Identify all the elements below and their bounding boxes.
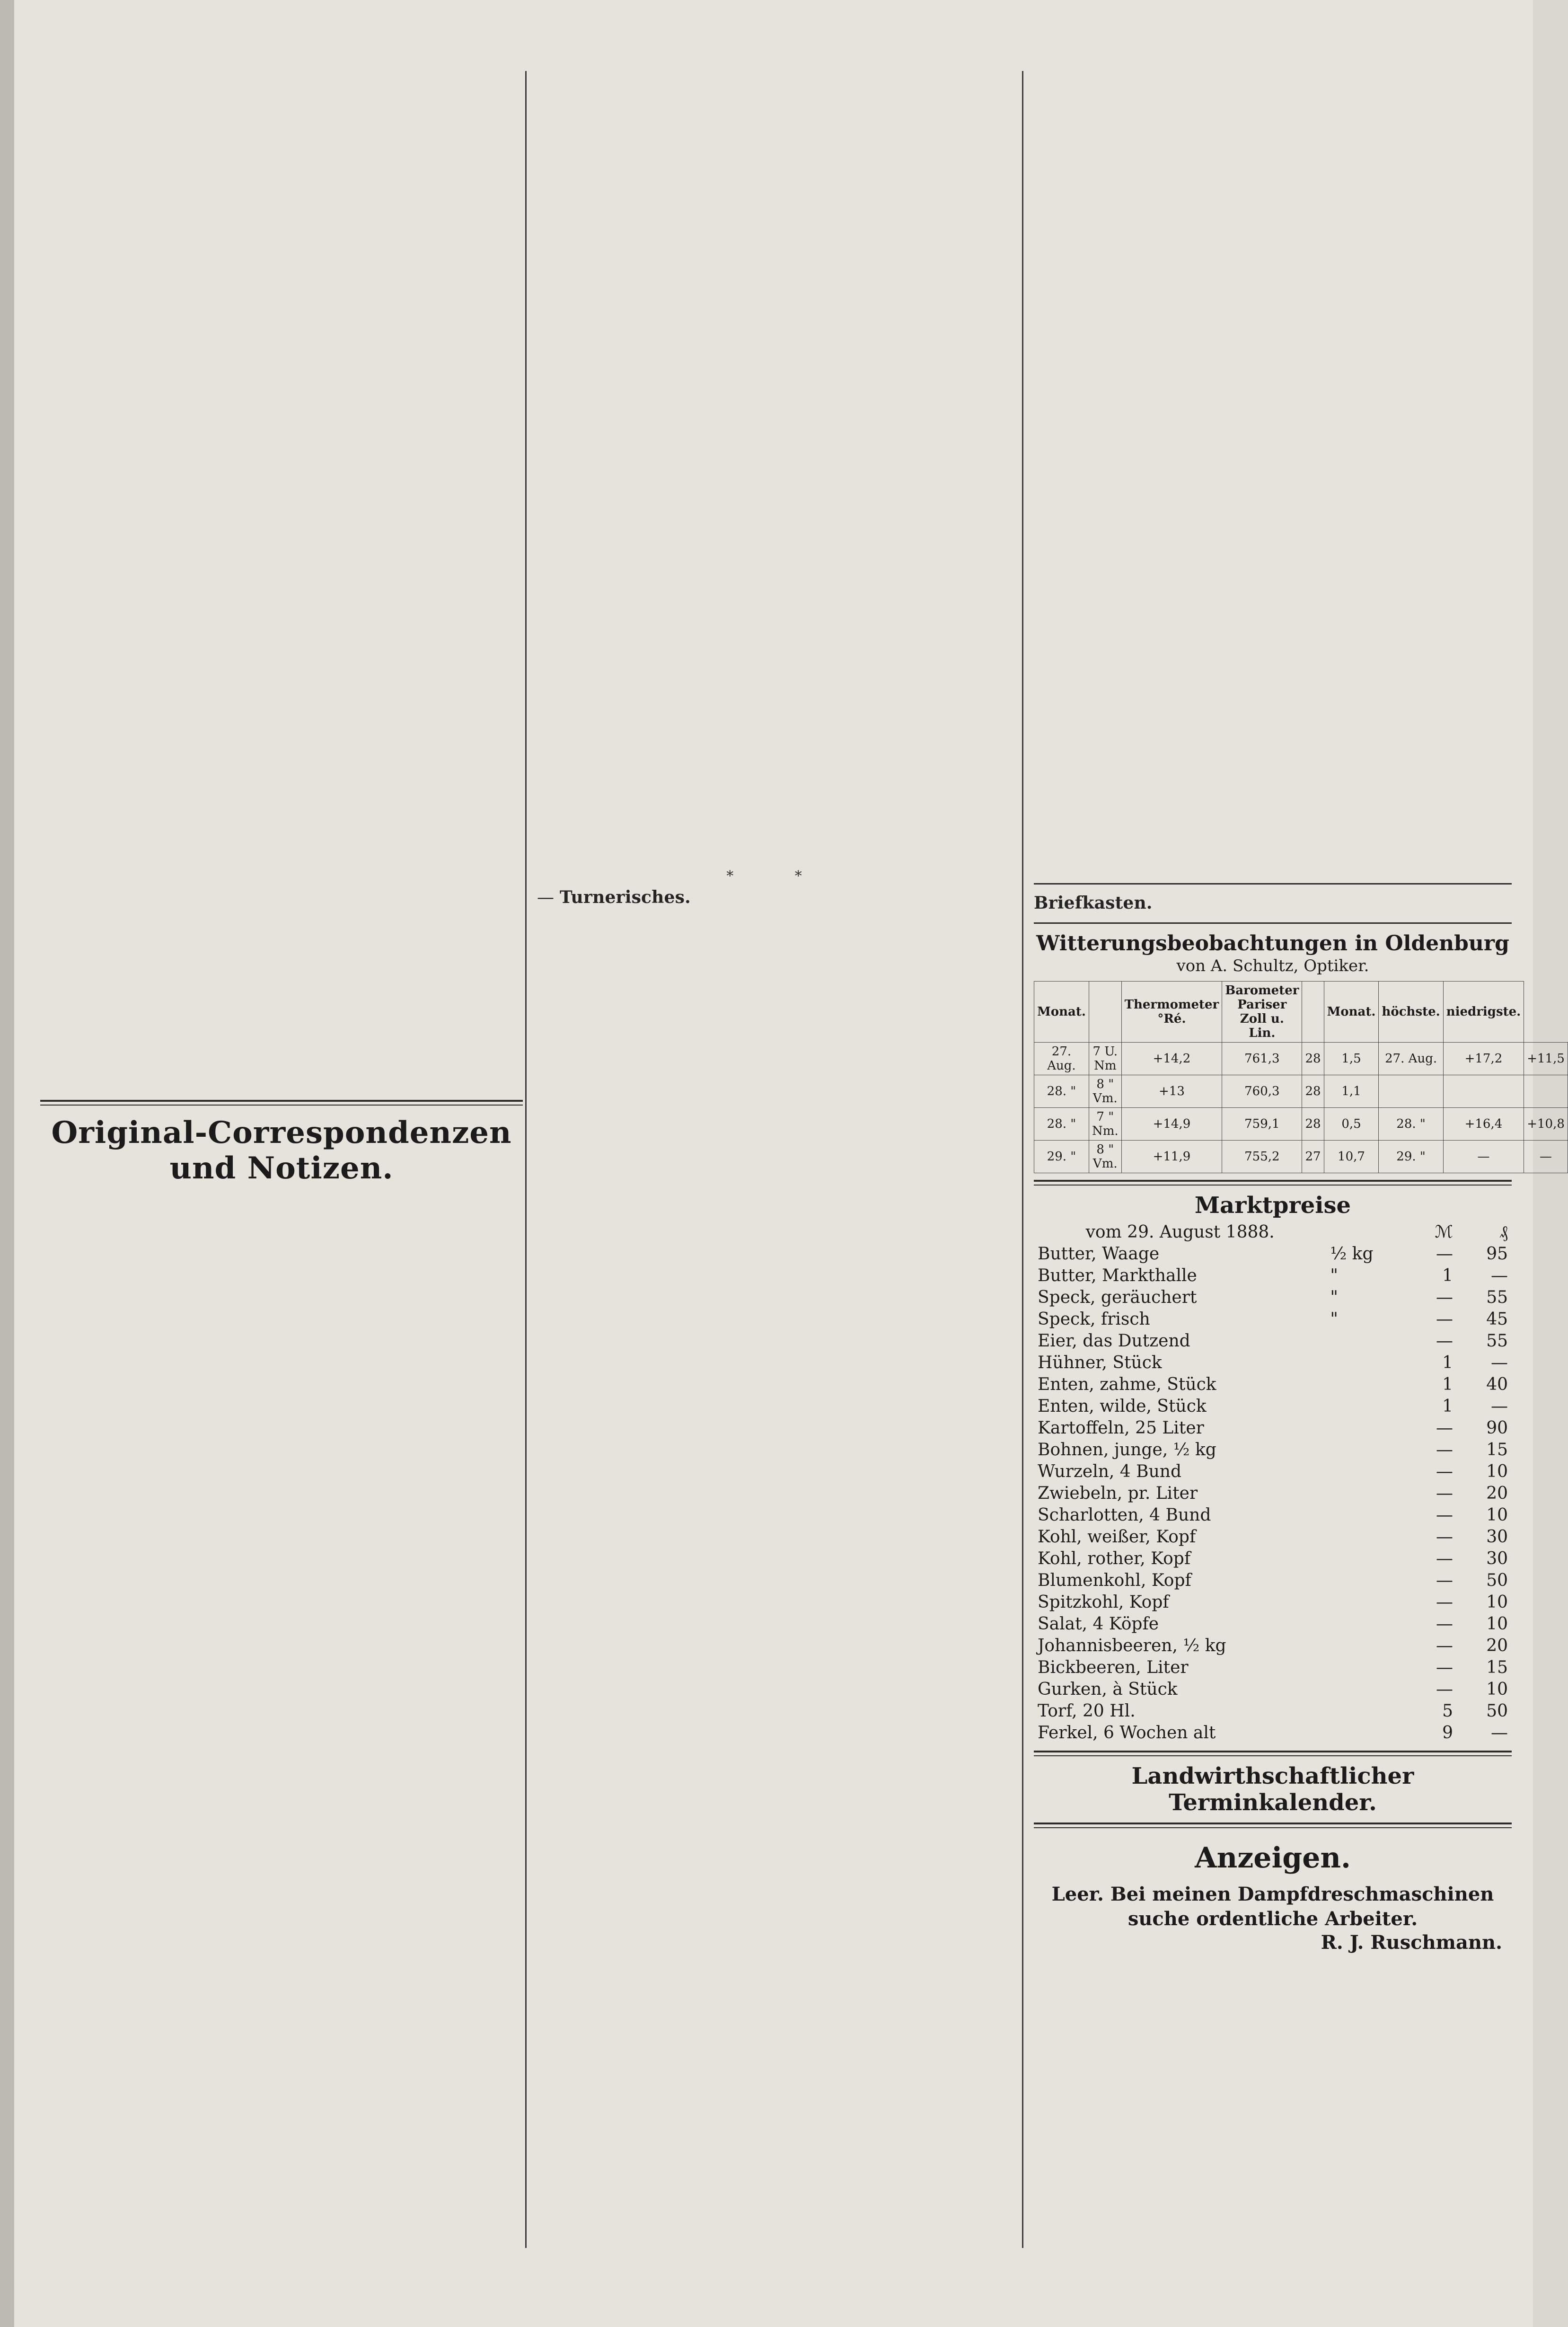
market-cell-name: Salat, 4 Köpfe (1038, 1614, 1159, 1634)
market-cell-mark: 5 (1442, 1701, 1453, 1721)
market-cell-mark: 1 (1442, 1265, 1453, 1285)
market-cell-pf: 30 (1486, 1527, 1508, 1547)
divider (1034, 922, 1512, 924)
market-cell-pf: 95 (1486, 1244, 1508, 1264)
market-cell-unit: " (1330, 1265, 1338, 1285)
market-cell-pf: 55 (1486, 1331, 1508, 1351)
market-row (1034, 1526, 1512, 1548)
market-cell-unit (1326, 1635, 1402, 1657)
market-cell-unit (1326, 1504, 1402, 1526)
market-cell-name: Torf, 20 Hl. (1038, 1701, 1136, 1721)
weather-cell: 761,3 (1222, 1042, 1302, 1075)
weather-cell: 28. " (1379, 1107, 1443, 1140)
unread-text-block (1034, 71, 1512, 876)
divider (1034, 1823, 1512, 1828)
divider (1034, 1751, 1512, 1756)
market-cell-name: Speck, geräuchert (1038, 1287, 1197, 1307)
weather-header-cell: Monat. (1034, 981, 1089, 1042)
market-cell-mark: — (1436, 1679, 1453, 1699)
market-cell-name: Kartoffeln, 25 Liter (1038, 1418, 1204, 1438)
market-cell-pf: 10 (1486, 1614, 1508, 1634)
weather-cell: 28 (1302, 1075, 1324, 1107)
column-rule (1022, 71, 1023, 2248)
market-title: Marktpreise (1194, 1192, 1351, 1219)
weather-cell: 7 " Nm. (1089, 1107, 1121, 1140)
market-header-row (1034, 1221, 1512, 1243)
market-cell-mark: — (1436, 1548, 1453, 1568)
market-cell-mark: — (1436, 1244, 1453, 1264)
market-col-pf: ₰ (1499, 1222, 1508, 1242)
weather-row (1034, 1042, 1568, 1075)
weather-row (1034, 1140, 1568, 1173)
market-cell-mark: 1 (1442, 1353, 1453, 1372)
weather-cell: 29. " (1379, 1140, 1443, 1173)
weather-cell: — (1443, 1140, 1524, 1173)
market-cell-pf: — (1491, 1396, 1508, 1416)
market-col-mark: ℳ (1435, 1222, 1453, 1242)
weather-header-cell: Barometer Pariser Zoll u. Lin. (1222, 981, 1302, 1042)
market-cell-mark: — (1436, 1331, 1453, 1351)
market-cell-unit (1326, 1657, 1402, 1679)
weather-header-cell: Thermometer °Ré. (1121, 981, 1222, 1042)
weather-cell: — (1524, 1140, 1568, 1173)
market-cell-unit (1326, 1526, 1402, 1548)
market-row (1034, 1657, 1512, 1679)
advertisement-text: Leer. Bei meinen Dampfdreschmaschinen suche ordentliche Arbeiter. (1051, 1883, 1494, 1930)
market-cell-pf: 10 (1486, 1679, 1508, 1699)
market-cell-pf: 20 (1486, 1636, 1508, 1655)
market-cell-name: Butter, Markthalle (1038, 1265, 1197, 1285)
section-divider (40, 1100, 523, 1106)
weather-cell: 755,2 (1222, 1140, 1302, 1173)
section-title: Original-Correspondenzen und Notizen. (51, 1115, 512, 1186)
market-cell-name: Scharlotten, 4 Bund (1038, 1505, 1211, 1525)
column-1 (40, 71, 523, 1194)
market-cell-mark: — (1436, 1287, 1453, 1307)
weather-header-cell (1089, 981, 1121, 1042)
weather-table (1034, 981, 1568, 1173)
weather-title: Witterungsbeobachtungen in Oldenburg (1036, 931, 1509, 956)
page-edge-strip (0, 0, 14, 2327)
advertisement-signature: R. J. Ruschmann. (1321, 1931, 1502, 1954)
weather-cell: 0,5 (1324, 1107, 1379, 1140)
market-cell-unit: " (1330, 1287, 1338, 1307)
divider (1034, 1180, 1512, 1186)
kalender-title: Landwirthschaftlicher Terminkalender. (1131, 1762, 1414, 1816)
weather-cell (1524, 1075, 1568, 1107)
weather-cell: +17,2 (1443, 1042, 1524, 1075)
market-cell-name: Hühner, Stück (1038, 1353, 1162, 1372)
market-cell-name: Bickbeeren, Liter (1038, 1657, 1189, 1677)
market-cell-unit (1326, 1396, 1402, 1417)
market-cell-unit: " (1330, 1309, 1338, 1329)
market-cell-pf: — (1491, 1723, 1508, 1743)
market-cell-unit (1326, 1722, 1402, 1744)
market-cell-mark: 9 (1442, 1723, 1453, 1743)
market-cell-name: Eier, das Dutzend (1038, 1331, 1190, 1351)
market-row (1034, 1396, 1512, 1417)
market-cell-pf: 15 (1486, 1657, 1508, 1677)
weather-cell: 8 " Vm. (1089, 1140, 1121, 1173)
market-cell-mark: — (1436, 1461, 1453, 1481)
weather-header-cell: niedrigste. (1443, 981, 1524, 1042)
market-cell-pf: 15 (1486, 1440, 1508, 1460)
market-cell-mark: — (1436, 1440, 1453, 1460)
anzeigen-title: Anzeigen. (1195, 1841, 1351, 1875)
weather-cell: 10,7 (1324, 1140, 1379, 1173)
market-cell-pf: 40 (1486, 1374, 1508, 1394)
market-cell-name: Enten, wilde, Stück (1038, 1396, 1207, 1416)
weather-cell: +11,5 (1524, 1042, 1568, 1075)
market-body (1034, 1243, 1512, 1744)
weather-cell: 27. Aug. (1379, 1042, 1443, 1075)
market-cell-name: Speck, frisch (1038, 1309, 1150, 1329)
market-cell-mark: — (1436, 1636, 1453, 1655)
weather-cell: 760,3 (1222, 1075, 1302, 1107)
market-cell-unit (1326, 1592, 1402, 1613)
market-cell-mark: — (1436, 1657, 1453, 1677)
market-cell-unit (1326, 1461, 1402, 1483)
market-cell-pf: 90 (1486, 1418, 1508, 1438)
market-cell-pf: 10 (1486, 1592, 1508, 1612)
market-cell-pf: 30 (1486, 1548, 1508, 1568)
market-cell-name: Butter, Waage (1038, 1244, 1160, 1264)
market-row (1034, 1330, 1512, 1352)
market-cell-name: Gurken, à Stück (1038, 1679, 1178, 1699)
market-cell-mark: — (1436, 1505, 1453, 1525)
market-cell-unit (1326, 1548, 1402, 1570)
market-cell-mark: — (1436, 1592, 1453, 1612)
market-cell-name: Kohl, rother, Kopf (1038, 1548, 1191, 1568)
market-cell-pf: 50 (1486, 1701, 1508, 1721)
market-cell-unit (1326, 1374, 1402, 1396)
weather-cell: +10,8 (1524, 1107, 1568, 1140)
market-cell-name: Enten, zahme, Stück (1038, 1374, 1216, 1394)
weather-cell (1443, 1075, 1524, 1107)
weather-header-cell (1302, 981, 1324, 1042)
market-cell-mark: — (1436, 1614, 1453, 1634)
weather-header-row (1034, 981, 1568, 1042)
market-cell-name: Kohl, weißer, Kopf (1038, 1527, 1196, 1547)
market-row (1034, 1679, 1512, 1700)
market-cell-name: Ferkel, 6 Wochen alt (1038, 1723, 1216, 1743)
market-cell-mark: 1 (1442, 1374, 1453, 1394)
section-stars: * * (726, 868, 830, 885)
market-cell-mark: — (1436, 1570, 1453, 1590)
weather-cell: 8 " Vm. (1089, 1075, 1121, 1107)
weather-cell: 1,5 (1324, 1042, 1379, 1075)
divider (1034, 883, 1512, 885)
weather-cell: +14,9 (1121, 1107, 1222, 1140)
column-2: * * — Turnerisches. (537, 71, 1020, 913)
market-cell-pf: 45 (1486, 1309, 1508, 1329)
market-cell-unit: ½ kg (1330, 1244, 1374, 1264)
market-row (1034, 1417, 1512, 1439)
weather-row (1034, 1107, 1568, 1140)
weather-cell: 27. Aug. (1034, 1042, 1089, 1075)
market-row (1034, 1439, 1512, 1461)
market-cell-pf: 20 (1486, 1483, 1508, 1503)
newspaper-page (14, 0, 1565, 2327)
market-cell-unit (1326, 1570, 1402, 1592)
weather-cell: 28 (1302, 1042, 1324, 1075)
market-cell-unit (1326, 1417, 1402, 1439)
briefkasten-label: Briefkasten. (1034, 893, 1153, 913)
market-row (1034, 1504, 1512, 1526)
weather-header-cell: Monat. (1324, 981, 1379, 1042)
market-cell-name: Spitzkohl, Kopf (1038, 1592, 1169, 1612)
weather-cell: 28. " (1034, 1107, 1089, 1140)
weather-cell: +11,9 (1121, 1140, 1222, 1173)
weather-cell: +16,4 (1443, 1107, 1524, 1140)
weather-cell: 759,1 (1222, 1107, 1302, 1140)
market-row (1034, 1592, 1512, 1613)
weather-row (1034, 1075, 1568, 1107)
market-cell-name: Johannisbeeren, ½ kg (1038, 1636, 1226, 1655)
weather-cell: 27 (1302, 1140, 1324, 1173)
market-cell-mark: — (1436, 1483, 1453, 1503)
market-row (1034, 1635, 1512, 1657)
market-row (1034, 1243, 1512, 1265)
market-row (1034, 1548, 1512, 1570)
market-cell-unit (1326, 1700, 1402, 1722)
market-cell-mark: — (1436, 1527, 1453, 1547)
market-row (1034, 1722, 1512, 1744)
market-cell-mark: — (1436, 1309, 1453, 1329)
market-row (1034, 1287, 1512, 1309)
market-cell-pf: 50 (1486, 1570, 1508, 1590)
weather-cell: 28. " (1034, 1075, 1089, 1107)
weather-header-cell: höchste. (1379, 981, 1443, 1042)
market-cell-unit (1326, 1483, 1402, 1504)
market-cell-pf: — (1491, 1265, 1508, 1285)
market-cell-unit (1326, 1330, 1402, 1352)
turnerisches-heading: Turnerisches. (559, 887, 691, 907)
market-cell-pf: 10 (1486, 1461, 1508, 1481)
market-cell-name: Bohnen, junge, ½ kg (1038, 1440, 1216, 1460)
weather-cell (1379, 1075, 1443, 1107)
market-unit-col (1326, 1221, 1402, 1243)
market-cell-pf: 55 (1486, 1287, 1508, 1307)
market-cell-name: Wurzeln, 4 Bund (1038, 1461, 1182, 1481)
market-cell-name: Zwiebeln, pr. Liter (1038, 1483, 1198, 1503)
market-row (1034, 1613, 1512, 1635)
column-rule (525, 71, 527, 2248)
market-cell-unit (1326, 1352, 1402, 1374)
market-table (1034, 1221, 1512, 1744)
weather-cell: +13 (1121, 1075, 1222, 1107)
market-row (1034, 1700, 1512, 1722)
market-cell-mark: — (1436, 1418, 1453, 1438)
market-row (1034, 1483, 1512, 1504)
market-cell-name: Blumenkohl, Kopf (1038, 1570, 1191, 1590)
unread-text-block (537, 71, 1020, 866)
market-row (1034, 1374, 1512, 1396)
market-cell-unit (1326, 1613, 1402, 1635)
weather-cell: 1,1 (1324, 1075, 1379, 1107)
weather-subtitle: von A. Schultz, Optiker. (1176, 956, 1369, 975)
market-cell-unit (1326, 1679, 1402, 1700)
market-date: vom 29. August 1888. (1085, 1222, 1275, 1242)
market-cell-mark: 1 (1442, 1396, 1453, 1416)
weather-cell: 28 (1302, 1107, 1324, 1140)
market-row (1034, 1352, 1512, 1374)
weather-body (1034, 1042, 1568, 1173)
market-cell-pf: 10 (1486, 1505, 1508, 1525)
market-cell-pf: — (1491, 1353, 1508, 1372)
weather-cell: 29. " (1034, 1140, 1089, 1173)
market-cell-unit (1326, 1439, 1402, 1461)
market-row (1034, 1309, 1512, 1330)
market-row (1034, 1570, 1512, 1592)
market-row (1034, 1265, 1512, 1287)
column-3 (1034, 71, 1565, 1954)
weather-cell: 7 U. Nm (1089, 1042, 1121, 1075)
market-row (1034, 1461, 1512, 1483)
weather-cell: +14,2 (1121, 1042, 1222, 1075)
unread-text-block (40, 71, 523, 1093)
